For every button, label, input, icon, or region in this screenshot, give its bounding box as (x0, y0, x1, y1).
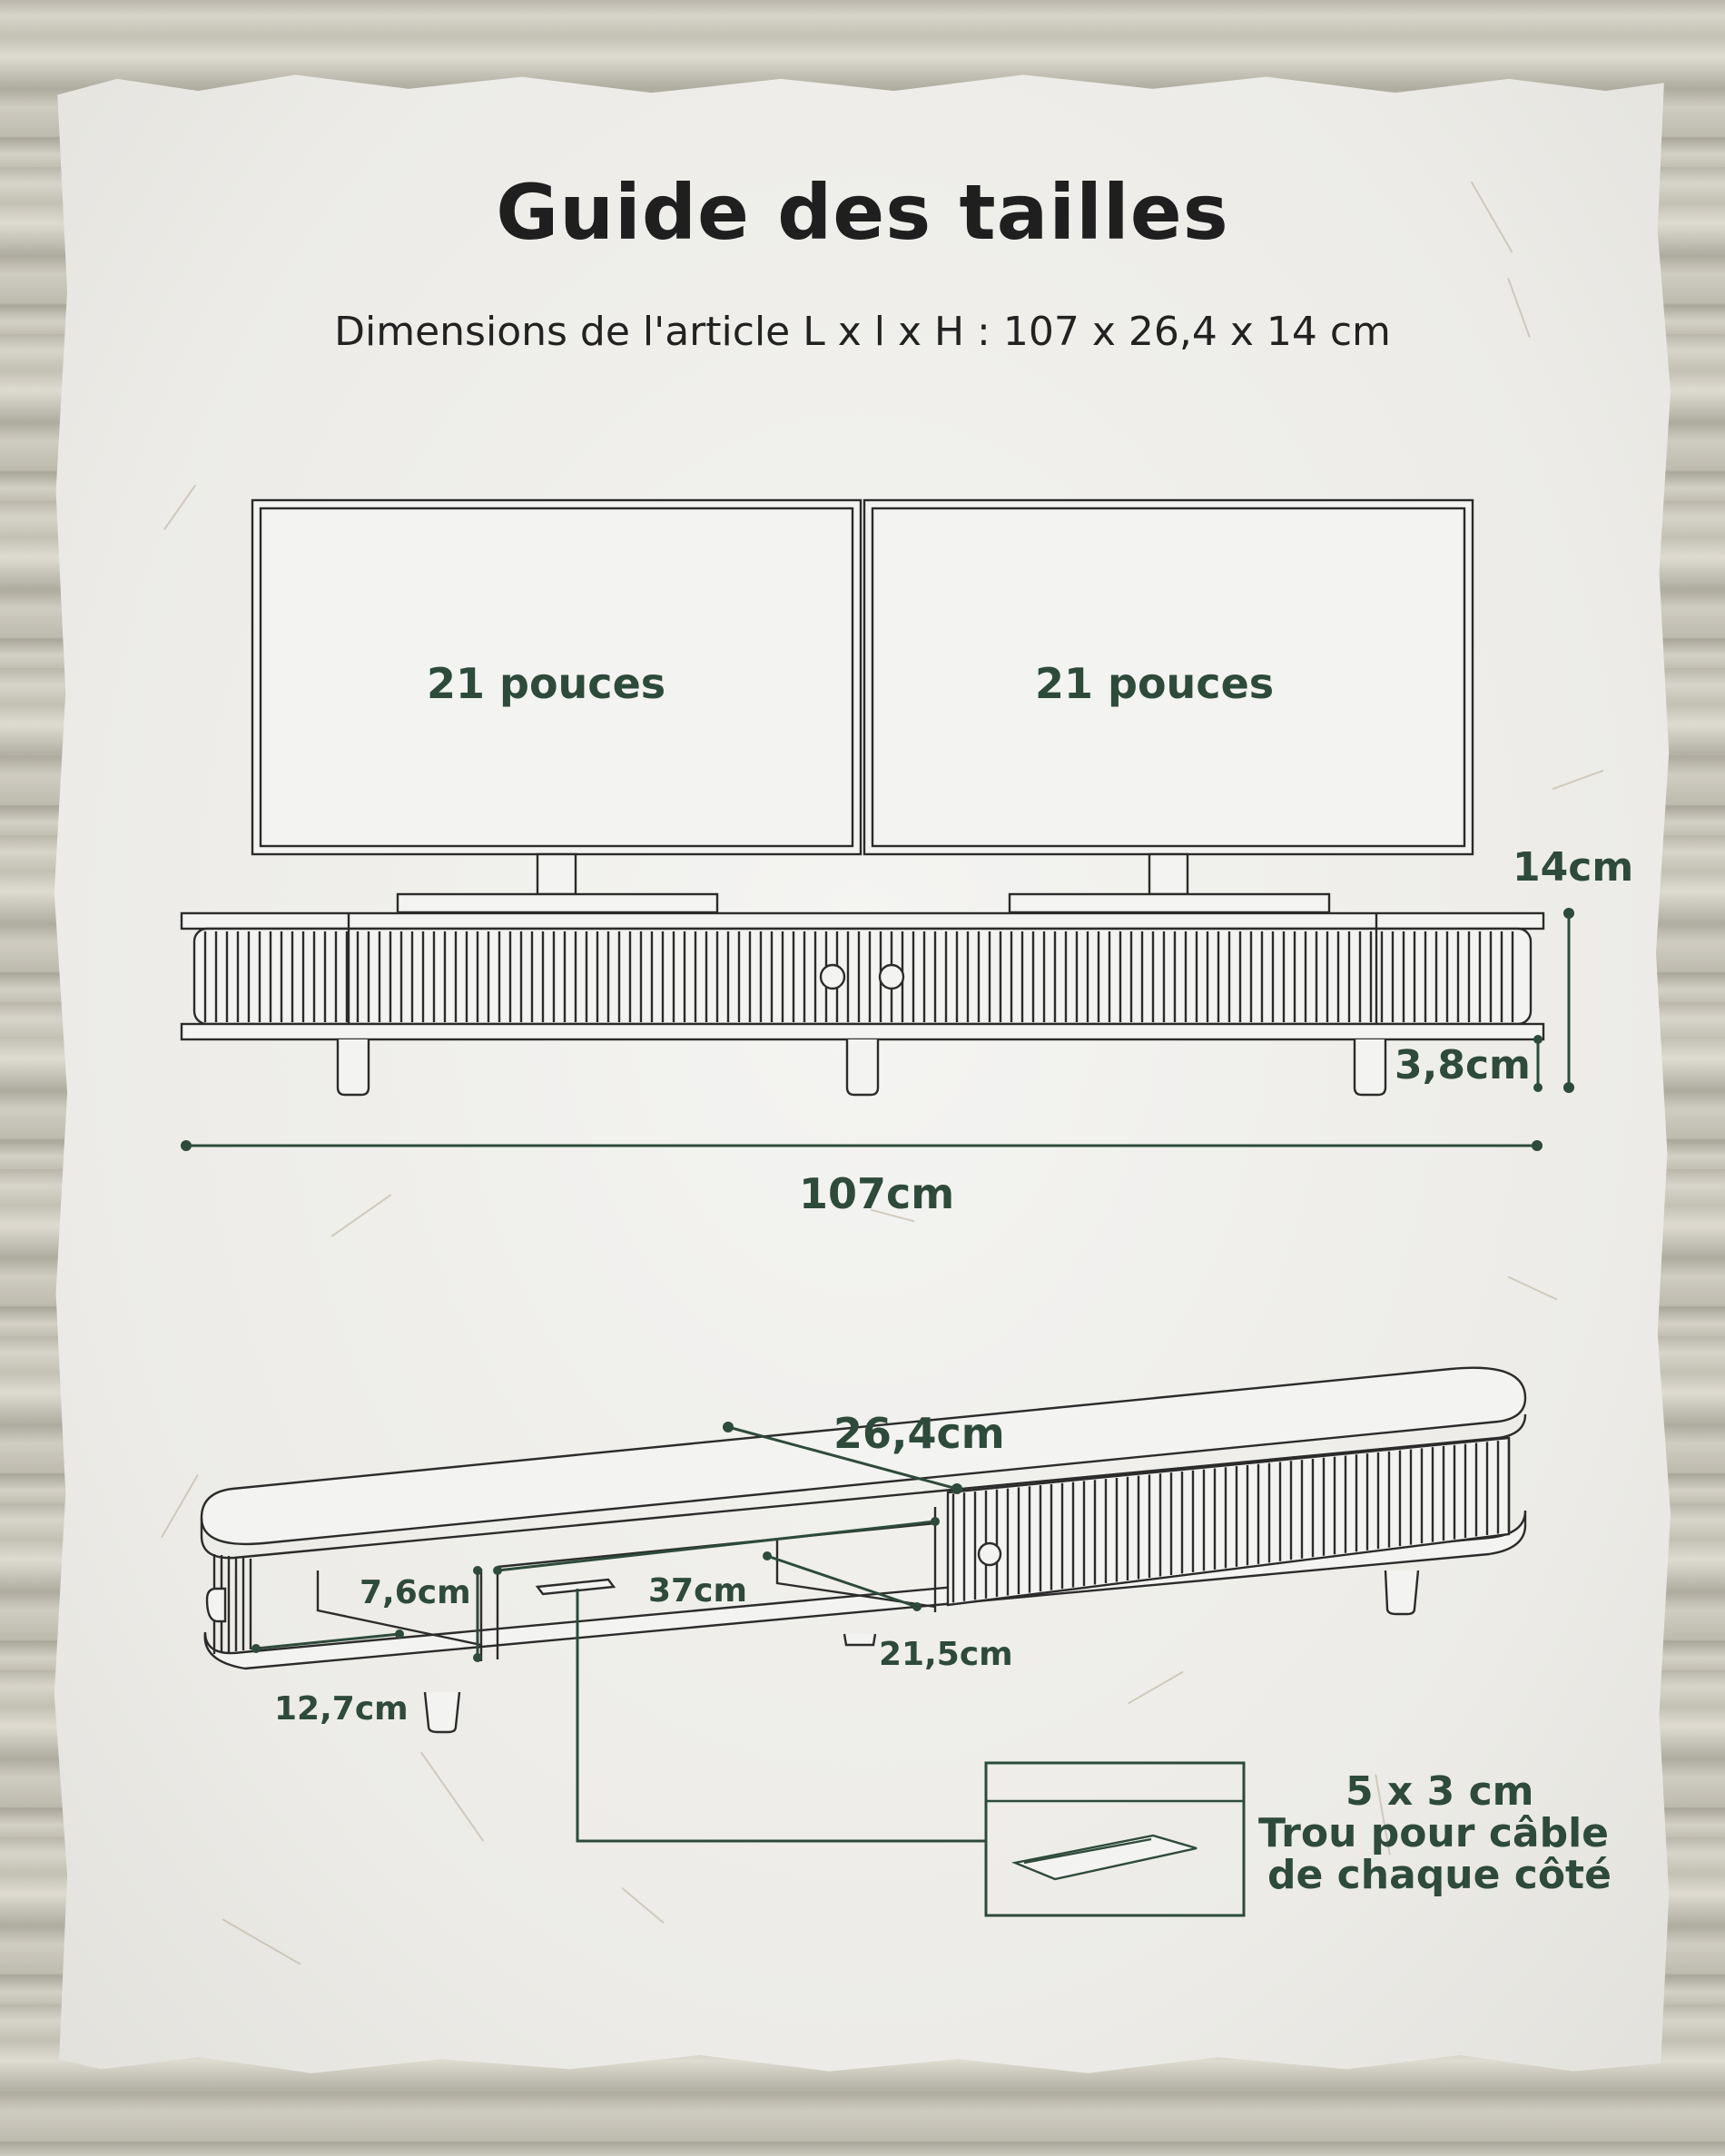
leg-height-label: 3,8cm (1395, 1042, 1531, 1088)
iso-leg-front (425, 1692, 459, 1732)
monitor-right-label: 21 pouces (1035, 659, 1275, 708)
stand-body (194, 929, 1531, 1024)
iso-cable-hole (537, 1580, 614, 1594)
knob-left (821, 965, 844, 989)
cable-hole-line1: Trou pour câble (1258, 1810, 1610, 1856)
cable-hole-line2: de chaque côté (1267, 1852, 1612, 1898)
dimensions-subtitle: Dimensions de l'article L x l x H : 107 x 26,4 x 14 cm (334, 309, 1391, 355)
front-view (181, 500, 1574, 1151)
leg-left (338, 1039, 369, 1095)
stand-bottom (182, 1024, 1543, 1039)
iso-knob-left (207, 1589, 225, 1621)
length-label: 107cm (799, 1169, 955, 1218)
stand-top (182, 913, 1543, 929)
page-title: Guide des tailles (496, 168, 1229, 257)
stand-slats (205, 931, 1513, 1022)
length-dimension (181, 1140, 1543, 1151)
cable-hole-size: 5 x 3 cm (1346, 1768, 1534, 1815)
inner-depth-label: 21,5cm (879, 1636, 1013, 1673)
leg-right (1355, 1039, 1385, 1095)
leg-height-dimension (1533, 1035, 1543, 1092)
iso-leg-right (1385, 1570, 1418, 1614)
side-width-label: 12,7cm (274, 1690, 409, 1728)
inner-length-dimension (493, 1517, 940, 1575)
compartment-height-label: 7,6cm (360, 1574, 471, 1611)
inner-length-label: 37cm (648, 1572, 747, 1610)
iso-leg-mid (844, 1634, 875, 1645)
leg-center (847, 1039, 878, 1095)
height-dimension (1563, 908, 1574, 1093)
knob-right (880, 965, 903, 989)
height-total-label: 14cm (1513, 844, 1634, 891)
monitor-left-label: 21 pouces (427, 659, 666, 708)
depth-label: 26,4cm (833, 1409, 1005, 1458)
iso-knob (979, 1543, 1000, 1565)
